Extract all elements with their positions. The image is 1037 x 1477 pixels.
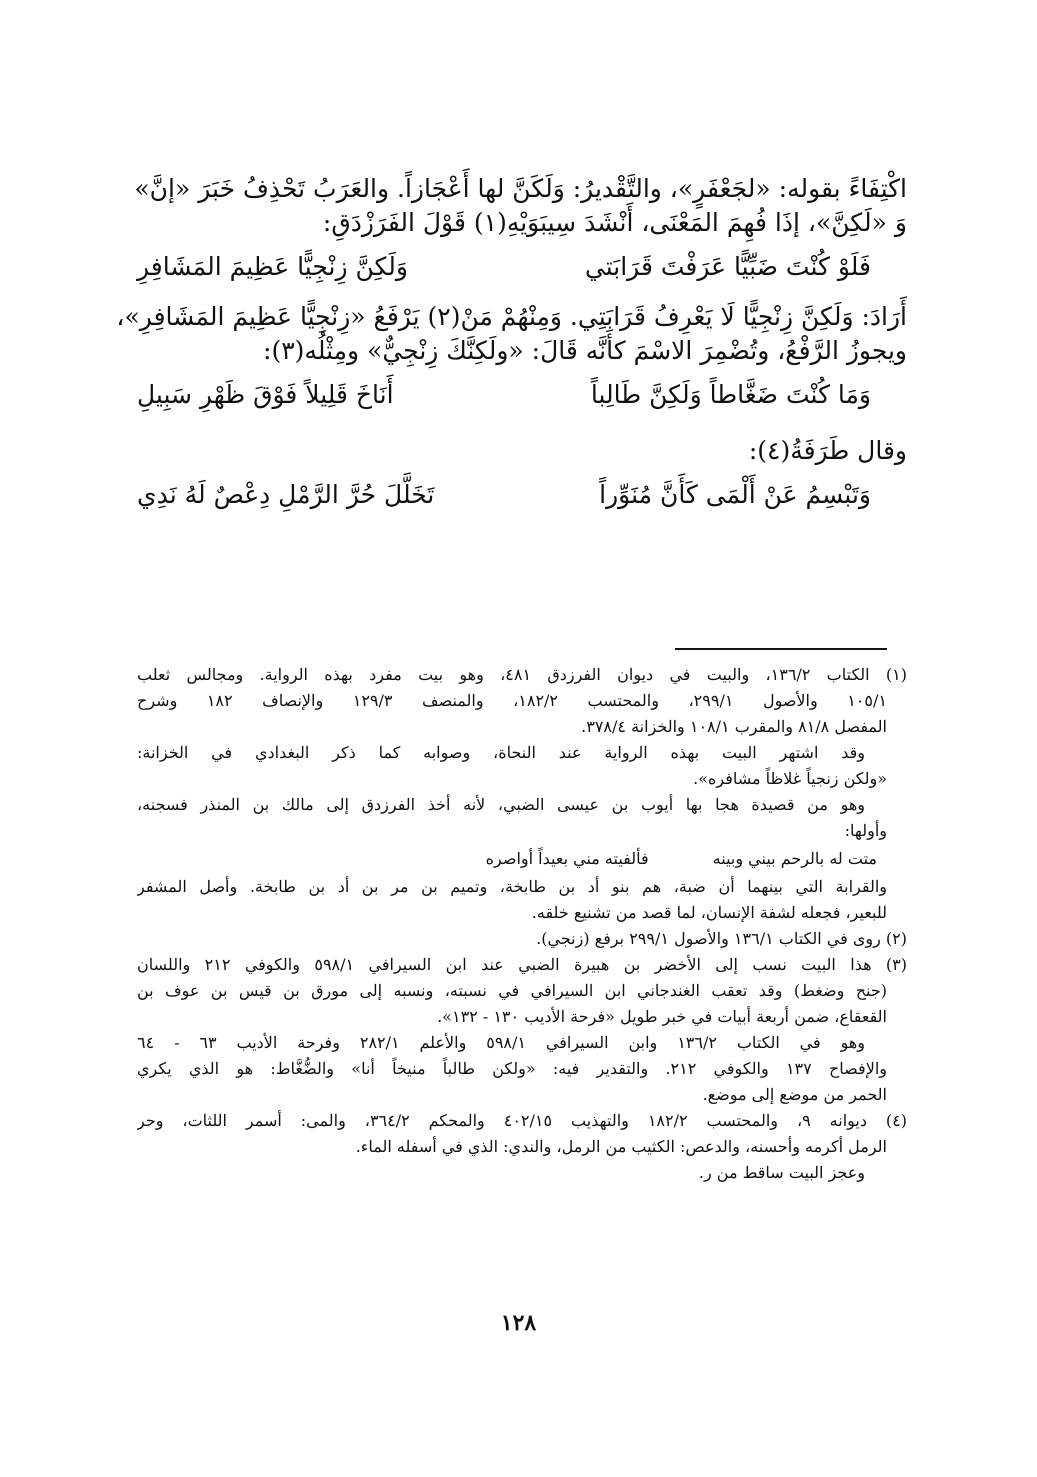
verse-first-hemistich: متت له بالرحم بيني وبينه (712, 849, 877, 868)
footnote-3-line: والإفصاح ١٣٧ والكوفي ٢١٢. والتقدير فيه: «ولكن طالباً منيخاً أنا» والضُّغَّاط: هو الذي يكري (137, 1059, 888, 1078)
paragraph-line: اكْتِفَاءً بقوله: «لجَعْفَرٍ»، والتَّقْديرُ: وَلَكَنَّ لها أَعْجَازاً. والعَرَبُ تَحْذِفُ خَبَرَ «إنَّ» (134, 174, 907, 203)
verse-first-hemistich: وَمَا كُنْتَ ضَغَّاطاً وَلَكِنَّ طَالِباً (590, 380, 871, 409)
verse-first-hemistich: فَلَوْ كُنْتَ ضَبِّيًّا عَرَفْتَ قَرَابَتي (584, 252, 871, 281)
footnote-2: (٢) روى في الكتاب ١٣٦/١ والأصول ٢٩٩/١ برفع (زنجي). (536, 929, 907, 948)
footnote-1-line: ١٠٥/١ والأصول ٢٩٩/١، والمحتسب ١٨٢/٢، والمنصف ١٢٩/٣ والإنصاف ١٨٢ وشرح (137, 691, 887, 710)
footnote-4-line: وعجز البيت ساقط من ر. (698, 1163, 865, 1182)
verse-first-hemistich: وَتَبْسِمُ عَنْ أَلْمَى كَأَنَّ مُنَوِّراً (599, 480, 871, 509)
verse-2 (137, 368, 907, 428)
footnote-verse (137, 844, 907, 874)
footnote-3-line: القعقاع، ضمن أربعة أبيات في خبر طويل «فرحة الأديب ١٣٠ - ١٣٢». (437, 1007, 887, 1026)
footnote-1-line: للبعير، فجعله لشفة الإنسان، لما قصد من تشنيع خلقه. (531, 903, 887, 922)
footnote-1-line: وأولها: (844, 821, 887, 840)
footnote-1-line: المفصل ٨١/٨ والمقرب ١٠٨/١ والخزانة ٣٧٨/٤. (581, 717, 887, 736)
footnote-1-line: (١) الكتاب ١٣٦/٢، والبيت في ديوان الفرزدق ٤٨١، وهو بيت مفرد بهذه الرواية. ومجالس ثعلب (137, 665, 907, 684)
verse-1 (137, 240, 907, 300)
paragraph-line: وَ «لَكِنَّ»، إذَا فُهِمَ المَعْنَى، أَنْشَدَ سِيبَوَيْهِ(١) قَوْلَ الفَرَزْدَقِ: (322, 208, 907, 237)
footnote-1-line: وقد اشتهر البيت بهذه الرواية عند النحاة، وصوابه كما ذكر البغدادي في الخزانة: (137, 743, 865, 762)
footnote-4-line: (٤) ديوانه ٩، والمحتسب ١٨٢/٢ والتهذيب ٤٠٢/١٥ والمحكم ٣٦٤/٢، والمى: أسمر اللثات، وحر (137, 1111, 907, 1130)
footnote-1-line: والقرابة التي بينهما أن ضبة، هم بنو أد بن طابخة، وتميم بن مر بن أد بن طابخة. وأصل المشفر (137, 877, 888, 896)
verse-second-hemistich: وَلَكِنَّ زِنْجِيًّا عَظِيمَ المَشَافِرِ (137, 252, 408, 281)
footnote-3-line: (جنح وضغط) وقد تعقب الغندجاني ابن السيرافي في نسبته، ونسبه إلى مورق بن قيس بن عوف بن (137, 981, 887, 1000)
verse-second-hemistich: تَخَلَّلَ حُرَّ الرَّمْلِ دِعْصٌ لَهُ نَدِي (137, 480, 435, 509)
footnote-3-line: الحمر من موضع إلى موضع. (702, 1085, 887, 1104)
paragraph-line: وقال طَرَفَةُ(٤): (748, 436, 907, 465)
footnote-separator (675, 648, 887, 650)
footnote-3-line: (٣) هذا البيت نسب إلى الأخضر بن هبيرة الضبي عند ابن السيرافي ٥٩٨/١ والكوفي ٢١٢ واللسان (137, 955, 907, 974)
page-number: ١٢٨ (500, 1310, 537, 1336)
verse-second-hemistich: فألفيته مني بعيداً أواصره (485, 849, 649, 868)
footnote-4-line: الرمل أكرمه وأحسنه، والدعص: الكثيب من الرمل، والندي: الذي في أسفله الماء. (355, 1137, 887, 1156)
footnote-1-line: «ولكن زنجياً غلاظاً مشافره». (693, 769, 887, 788)
footnotes (137, 662, 907, 1186)
paragraph-line: أَرَادَ: وَلَكِنَّ زِنْجِيًّا لَا يَعْرِفُ قَرَابَتِي. وَمِنْهُمْ مَنْ(٢) يَرْفَعُ «زِنْجِيًّا عَظِيمَ المَشَافِرِ»، (116, 302, 907, 331)
verse-3 (137, 468, 907, 528)
paragraph-line: ويجوزُ الرَّفْعُ، وتُضْمِرَ الاسْمَ كأَنَّه قَالَ: «ولَكِنَّكَ زِنْجِيٌّ» ومِثْلُه(٣): (263, 336, 907, 365)
footnote-3-line: وهو في الكتاب ١٣٦/٢ وابن السيرافي ٥٩٨/١ والأعلم ٢٨٢/١ وفرحة الأديب ٦٣ - ٦٤ (137, 1033, 866, 1052)
verse-second-hemistich: أَنَاخَ قَلِيلاً فَوْقَ ظَهْرِ سَبِيلِ (137, 380, 394, 409)
footnote-1-line: وهو من قصيدة هجا بها أيوب بن عيسى الضبي، لأنه أخذ الفرزدق إلى مالك بن المنذر فسجنه، (137, 795, 865, 814)
main-text (116, 172, 907, 528)
